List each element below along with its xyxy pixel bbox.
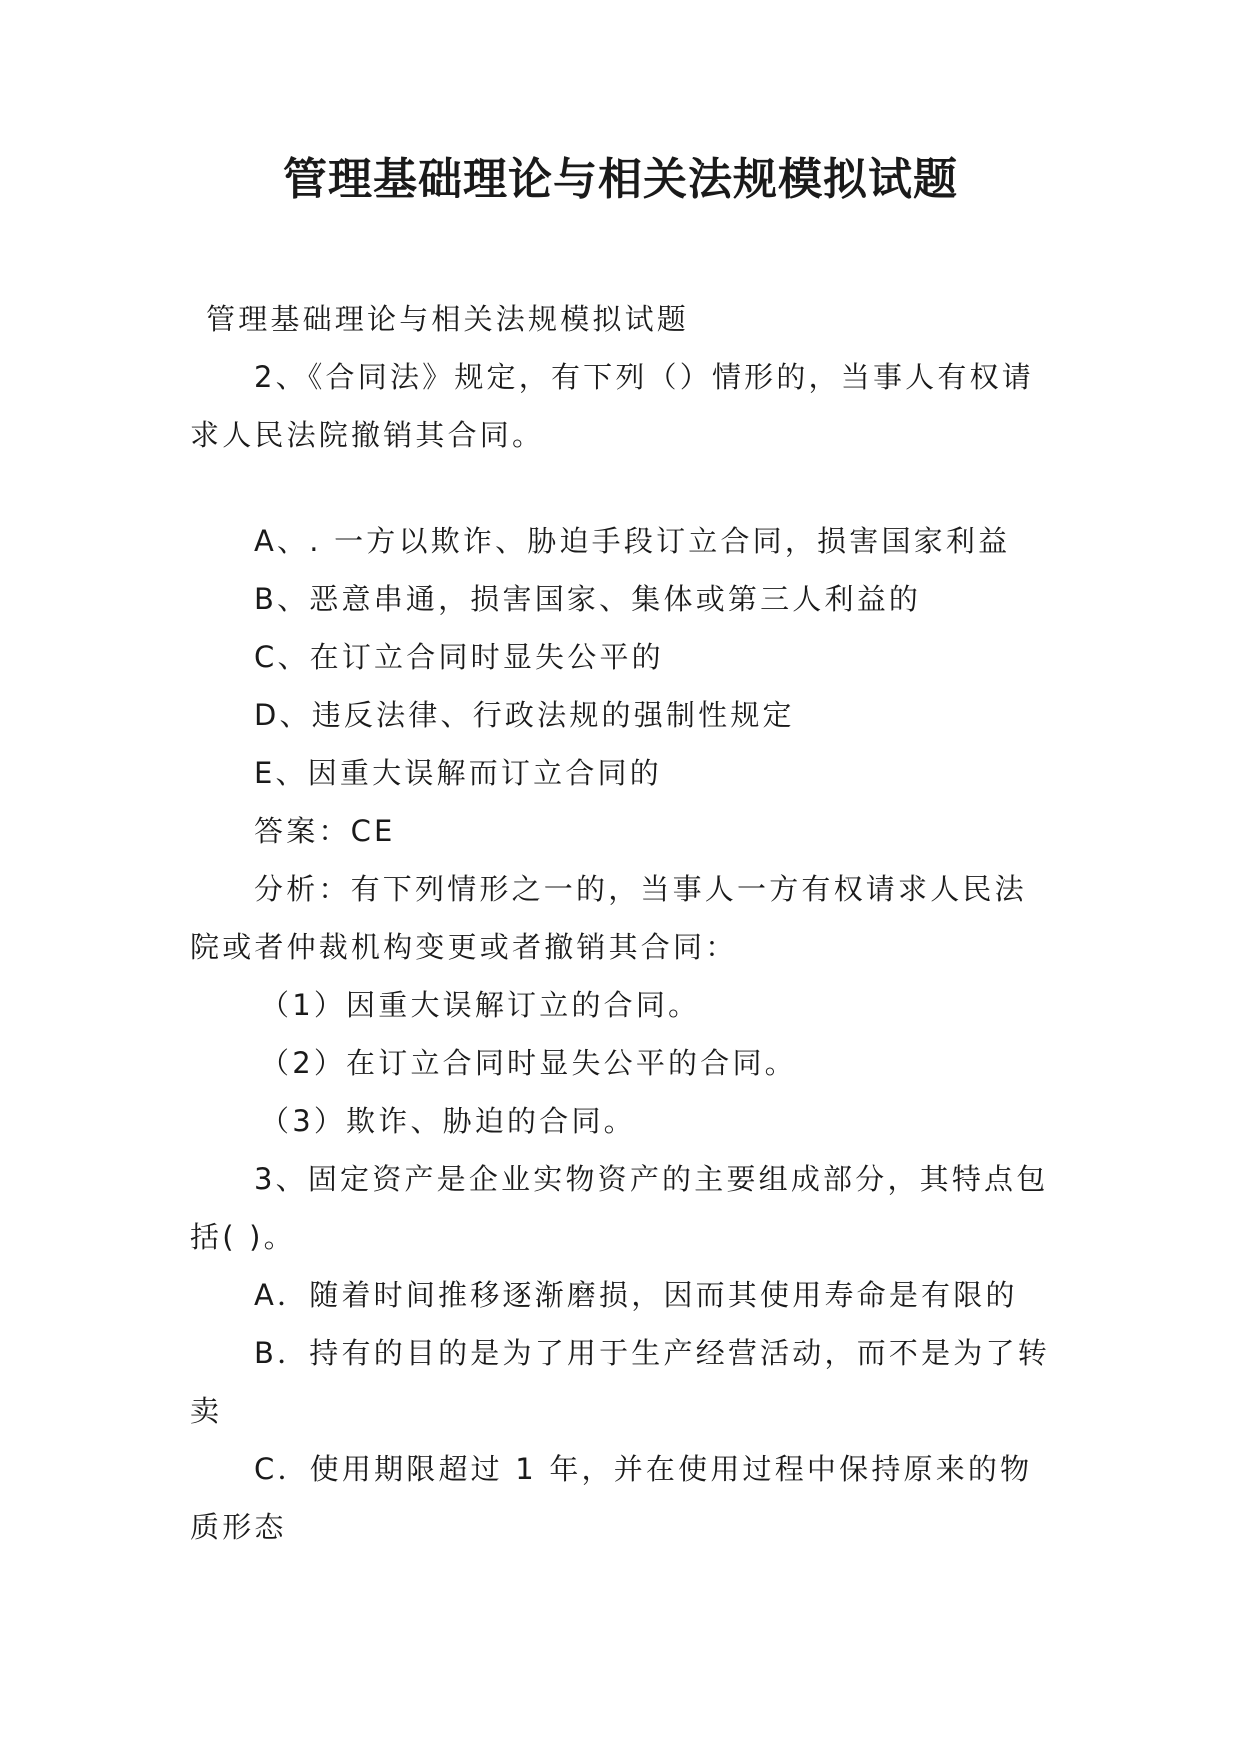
question-3-option-a: A．随着时间推移逐渐磨损，因而其使用寿命是有限的	[254, 1278, 1018, 1312]
document-body	[190, 290, 1055, 1556]
analysis-item-1: （1）因重大误解订立的合同。	[260, 988, 701, 1022]
paragraph-subtitle: 管理基础理论与相关法规模拟试题	[206, 302, 690, 336]
question-2-answer: 答案：CE	[254, 814, 396, 848]
document-title: 管理基础理论与相关法规模拟试题	[283, 154, 958, 205]
question-3-option-b: B．持有的目的是为了用于生产经营活动，而不是为了转卖	[190, 1336, 1050, 1428]
question-3-option-c: C．使用期限超过 1 年，并在使用过程中保持原来的物质形态	[190, 1452, 1033, 1544]
question-2-stem: 2、《合同法》规定，有下列（）情形的，当事人有权请求人民法院撤销其合同。	[190, 360, 1034, 452]
question-2-analysis: 分析：有下列情形之一的，当事人一方有权请求人民法院或者仲裁机构变更或者撤销其合同：	[190, 872, 1027, 964]
analysis-item-3: （3）欺诈、胁迫的合同。	[260, 1104, 636, 1138]
question-2-option-b: B、恶意串通，损害国家、集体或第三人利益的	[254, 582, 922, 616]
question-2-option-d: D、违反法律、行政法规的强制性规定	[254, 698, 795, 732]
question-2-option-e: E、因重大误解而订立合同的	[254, 756, 662, 790]
question-2-option-c: C、在订立合同时显失公平的	[254, 640, 664, 674]
question-2-option-a: A、. 一方以欺诈、胁迫手段订立合同，损害国家利益	[254, 524, 1011, 558]
question-3-stem: 3、固定资产是企业实物资产的主要组成部分，其特点包括( )。	[190, 1162, 1049, 1254]
analysis-item-2: （2）在订立合同时显失公平的合同。	[260, 1046, 797, 1080]
paragraph-gap	[190, 464, 1055, 512]
